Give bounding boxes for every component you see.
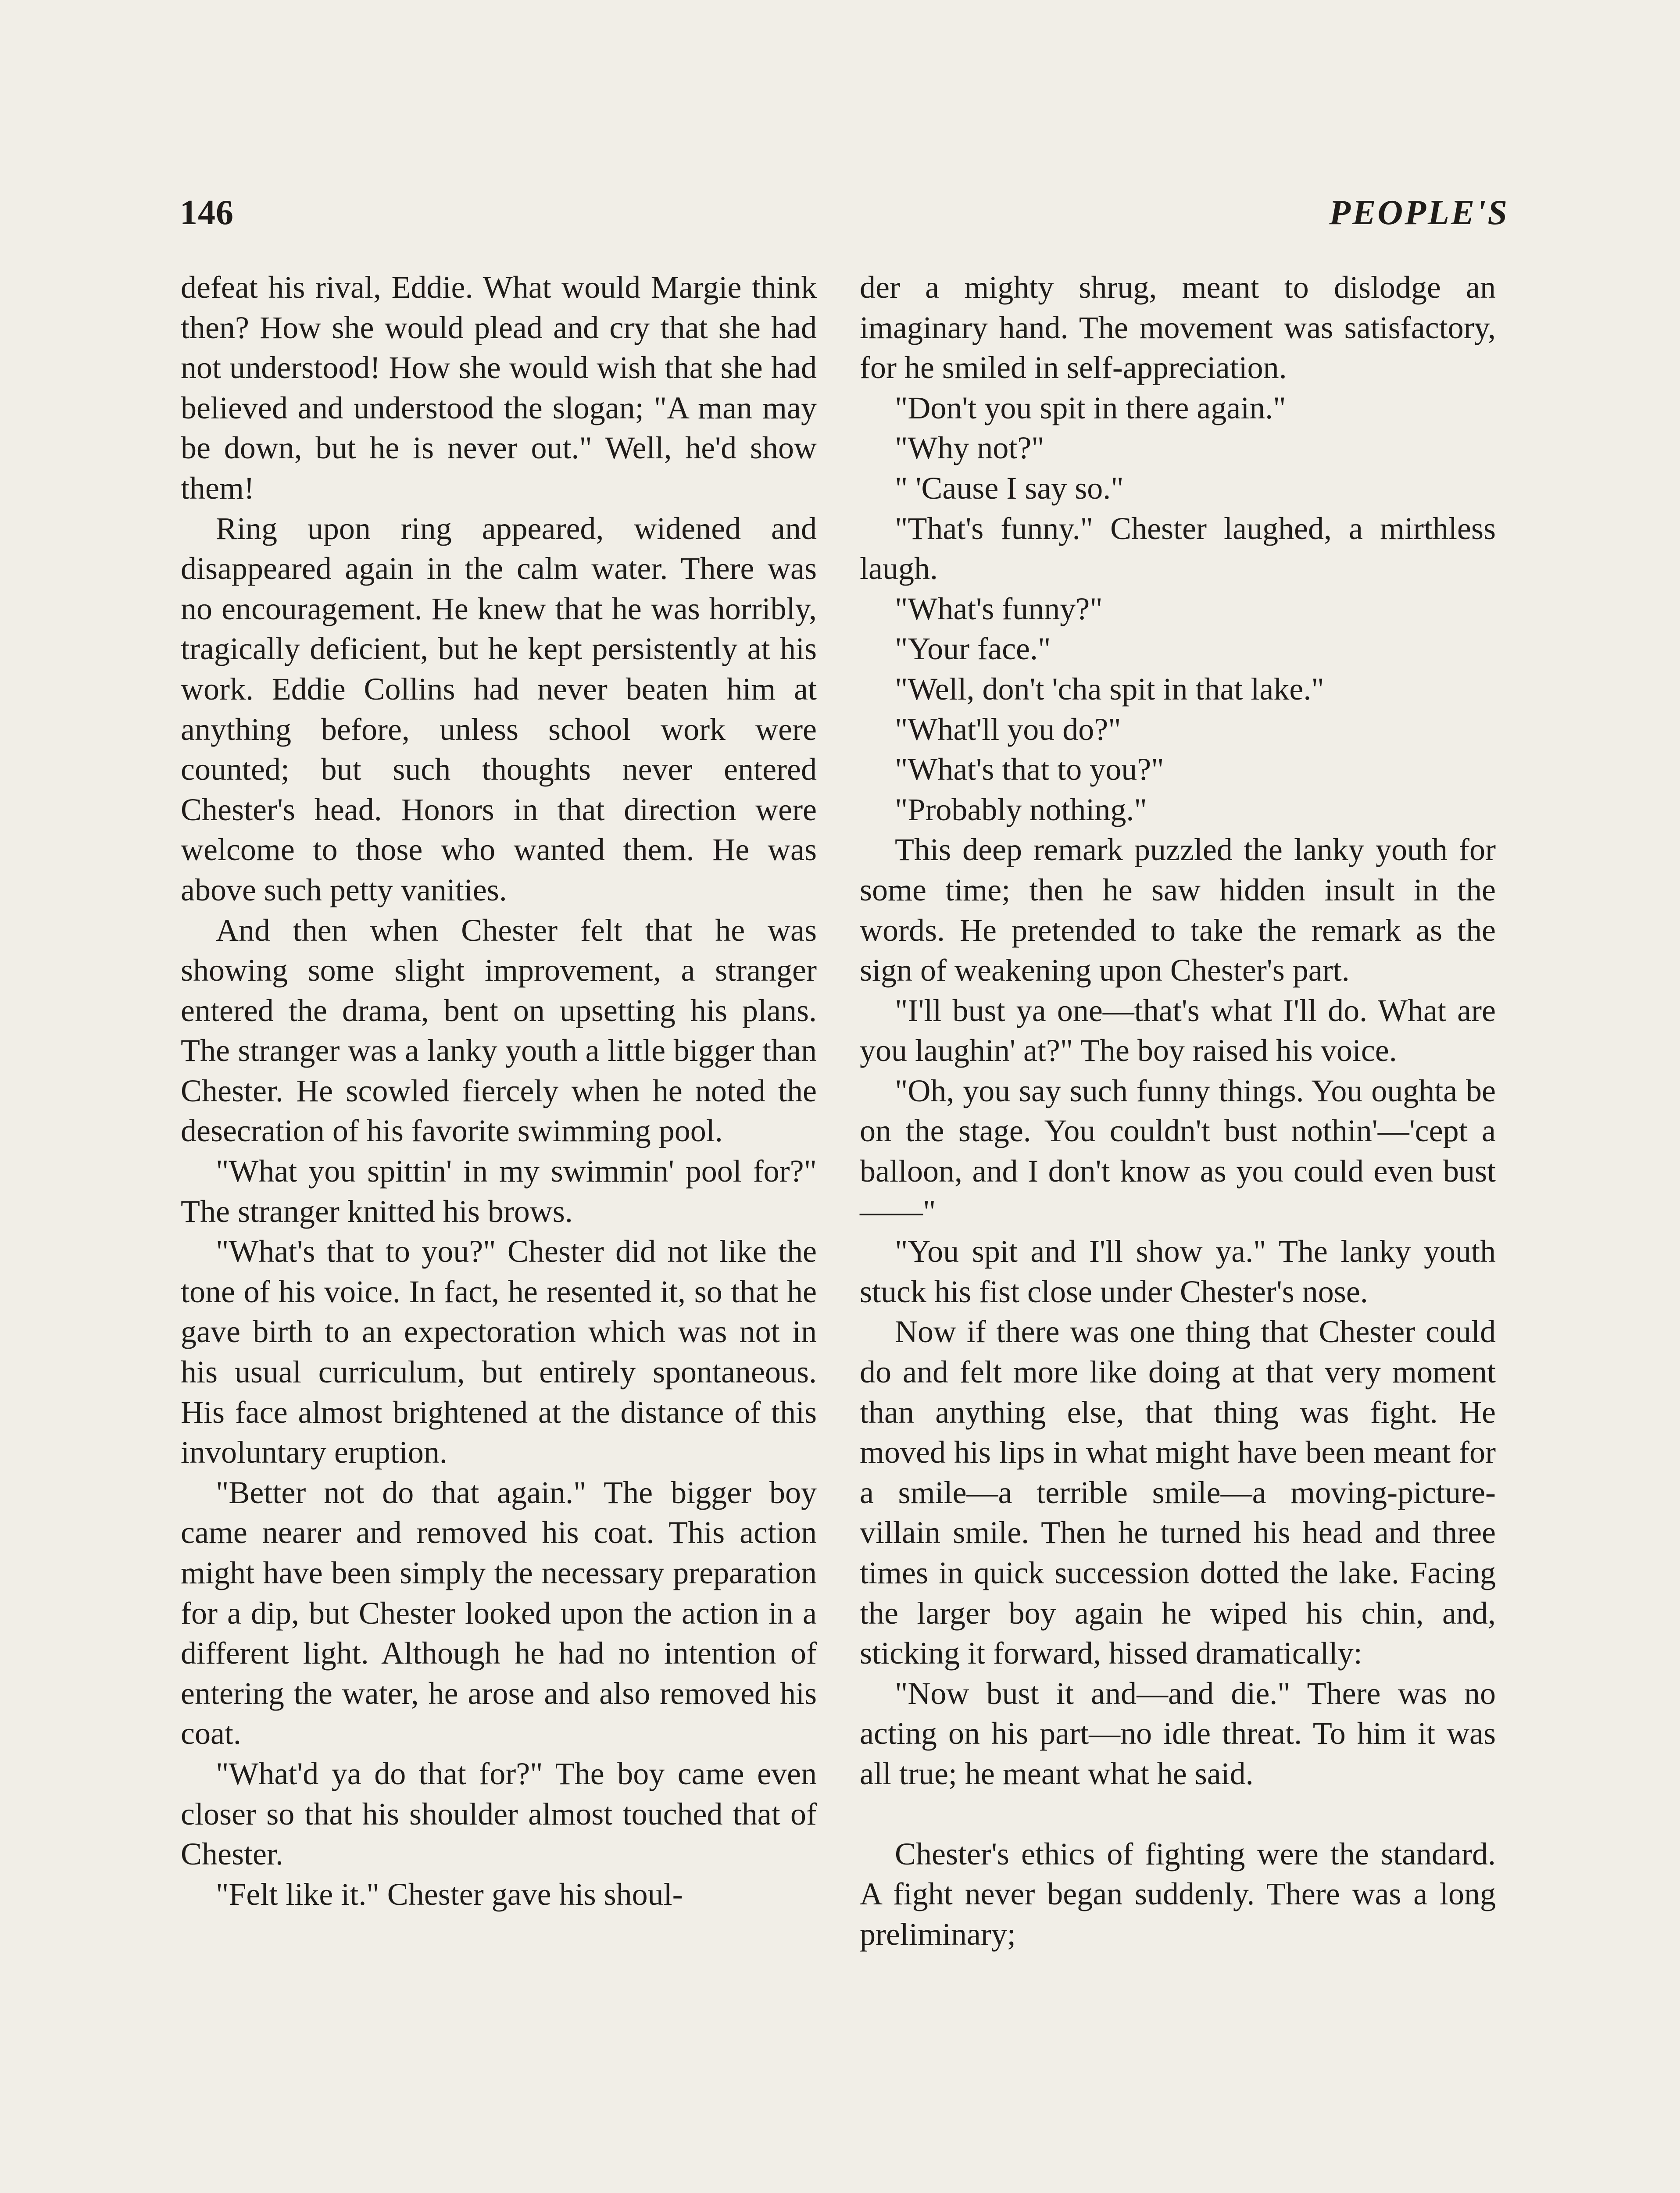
paragraph: "You spit and I'll show ya." The lanky youth stuck his fist close under Chester's nose. xyxy=(860,1234,1496,1309)
paragraph: "Now bust it and—and die." There was no acting on his part—no idle threat. To him it was all true; he meant what he said. xyxy=(860,1675,1496,1791)
paragraph: "Why not?" xyxy=(895,430,1044,466)
paragraph: "Oh, you say such funny things. You oughta be on the stage. You couldn't bust nothin'—'cept a balloon, and I don't know as you could even bust——" xyxy=(860,1073,1496,1229)
page-number: 146 xyxy=(180,193,234,232)
paragraph: "What's that to you?" Chester did not like the tone of his voice. In fact, he resented it, so that he gave birth to an expectoration which was not in his usual curriculum, but entirely spontaneous. His face almost brightened at the distance of this involuntary eruption. xyxy=(181,1234,817,1470)
paragraph: "Don't you spit in there again." xyxy=(895,390,1286,425)
right-column xyxy=(860,268,1496,1954)
paragraph: "Well, don't 'cha spit in that lake." xyxy=(895,671,1324,707)
paragraph: "I'll bust ya one—that's what I'll do. What are you laughin' at?" The boy raised his voice. xyxy=(860,993,1496,1068)
paragraph: "Felt like it." Chester gave his shoul- xyxy=(216,1876,683,1912)
paragraph: der a mighty shrug, meant to dislodge an imaginary hand. The movement was satisfactory, for he smiled in self-appreciation. xyxy=(860,270,1496,386)
running-head: PEOPLE'S xyxy=(1329,193,1509,232)
paragraph: And then when Chester felt that he was showing some slight improvement, a stranger entered the drama, bent on upsetting his plans. The stranger was a lanky youth a little bigger than Chester. He scowled fiercely when he noted the desecration of his favorite swimming pool. xyxy=(181,912,817,1149)
paragraph: "What's that to you?" xyxy=(895,752,1164,787)
left-column xyxy=(181,268,817,1914)
paragraph: "What'll you do?" xyxy=(895,711,1121,747)
paragraph: "That's funny." Chester laughed, a mirthless laugh. xyxy=(860,511,1496,586)
paragraph: "What you spittin' in my swimmin' pool for?" The stranger knitted his brows. xyxy=(181,1154,817,1229)
paragraph: "Your face." xyxy=(895,631,1051,667)
paragraph: "What'd ya do that for?" The boy came even closer so that his shoulder almost touched that of Chester. xyxy=(181,1756,817,1872)
paragraph: "Better not do that again." The bigger boy came nearer and removed his coat. This action might have been simply the necessary preparation for a dip, but Chester looked upon the action in a different light. Although he had no intention of entering the water, he arose and also removed his coat. xyxy=(181,1475,817,1751)
paragraph: " 'Cause I say so." xyxy=(895,470,1124,506)
paragraph: defeat his rival, Eddie. What would Margie think then? How she would plead and cry that she had not understood! How she would wish that she had believed and understood the slogan; "A man may be down, but he is never out." Well, he'd show them! xyxy=(181,270,817,506)
paragraph: This deep remark puzzled the lanky youth for some time; then he saw hidden insult in the words. He pretended to take the remark as the sign of weakening upon Chester's part. xyxy=(860,832,1496,988)
paragraph: Ring upon ring appeared, widened and disappeared again in the calm water. There was no encouragement. He knew that he was horribly, tragically deficient, but he kept persistently at his work. Eddie Collins had never beaten him at anything before, unless school work were counted; but such thoughts never entered Chester's head. Honors in that direction were welcome to those who wanted them. He was above such petty vanities. xyxy=(181,511,817,907)
paragraph: "Probably nothing." xyxy=(895,792,1147,827)
paragraph: "What's funny?" xyxy=(895,591,1103,626)
paragraph: Now if there was one thing that Chester could do and felt more like doing at that very moment than anything else, that thing was fight. He moved his lips in what might have been meant for a smile—a terrible smile—a moving-picture-villain smile. Then he turned his head and three times in quick succession dotted the lake. Facing the larger boy again he wiped his chin, and, sticking it forward, hissed dramatically: xyxy=(860,1314,1496,1671)
paragraph: Chester's ethics of fighting were the standard. A fight never began suddenly. There was a long preliminary; xyxy=(860,1836,1496,1952)
page-header xyxy=(180,193,1509,250)
